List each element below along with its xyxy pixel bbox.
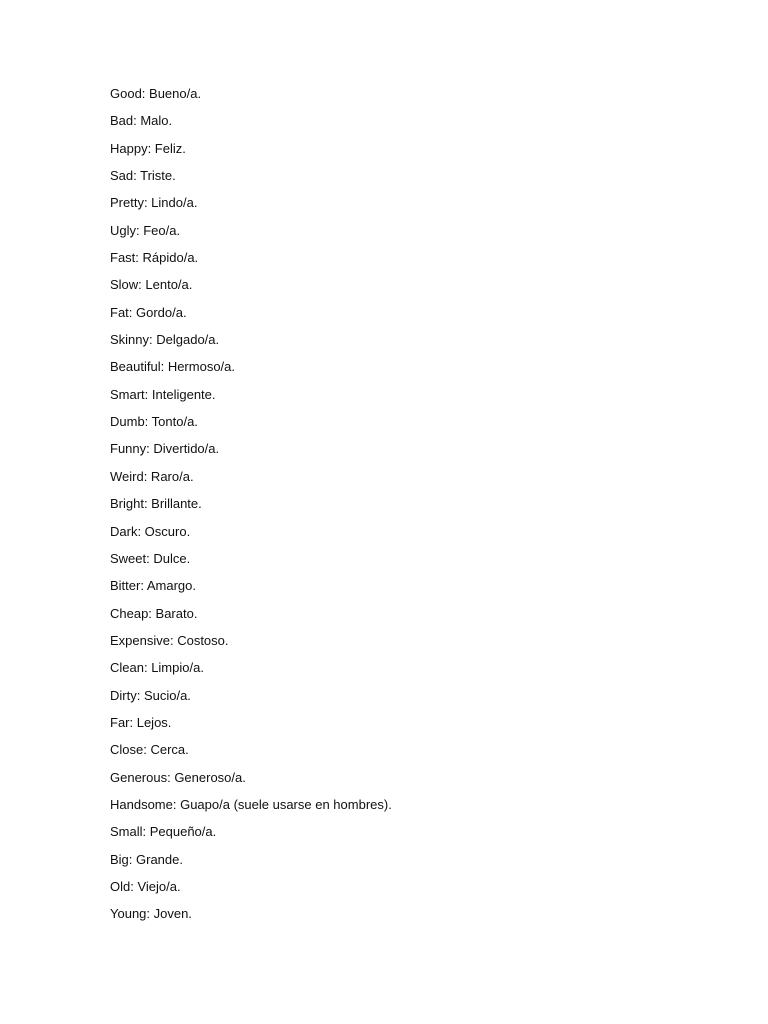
vocabulary-line: Close: Cerca. [110, 742, 189, 758]
vocabulary-line: Slow: Lento/a. [110, 277, 193, 293]
vocabulary-line: Bright: Brillante. [110, 496, 202, 512]
vocabulary-line: Good: Bueno/a. [110, 86, 202, 101]
vocabulary-line: Fast: Rápido/a. [110, 250, 199, 266]
vocabulary-line: Sad: Triste. [110, 168, 176, 184]
vocabulary-line: Dark: Oscuro. [110, 523, 191, 539]
vocabulary-line: Happy: Feliz. [110, 140, 186, 156]
vocabulary-line: Beautiful: Hermoso/a. [110, 359, 236, 375]
vocabulary-line: Big: Grande. [110, 851, 183, 867]
vocabulary-line: Pretty: Lindo/a. [110, 195, 198, 211]
vocabulary-line: Sweet: Dulce. [110, 550, 191, 566]
vocabulary-line: Handsome: Guapo/a (suele usarse en hombres). [110, 796, 392, 812]
vocabulary-line: Old: Viejo/a. [110, 878, 181, 894]
vocabulary-line: Bitter: Amargo. [110, 578, 196, 594]
vocabulary-list [110, 86, 392, 934]
vocabulary-line: Young: Joven. [110, 906, 192, 922]
vocabulary-line: Dirty: Sucio/a. [110, 687, 191, 703]
vocabulary-line: Weird: Raro/a. [110, 468, 194, 484]
vocabulary-line: Expensive: Costoso. [110, 632, 229, 648]
vocabulary-line: Funny: Divertido/a. [110, 441, 220, 457]
vocabulary-line: Skinny: Delgado/a. [110, 332, 220, 348]
vocabulary-line: Far: Lejos. [110, 714, 172, 730]
vocabulary-line: Smart: Inteligente. [110, 386, 216, 402]
vocabulary-line: Small: Pequeño/a. [110, 824, 217, 840]
vocabulary-line: Cheap: Barato. [110, 605, 198, 621]
vocabulary-line: Generous: Generoso/a. [110, 769, 246, 785]
vocabulary-line: Dumb: Tonto/a. [110, 414, 198, 430]
vocabulary-line: Bad: Malo. [110, 113, 173, 129]
vocabulary-line: Ugly: Feo/a. [110, 222, 181, 238]
vocabulary-line: Fat: Gordo/a. [110, 304, 187, 320]
vocabulary-line: Clean: Limpio/a. [110, 660, 204, 676]
